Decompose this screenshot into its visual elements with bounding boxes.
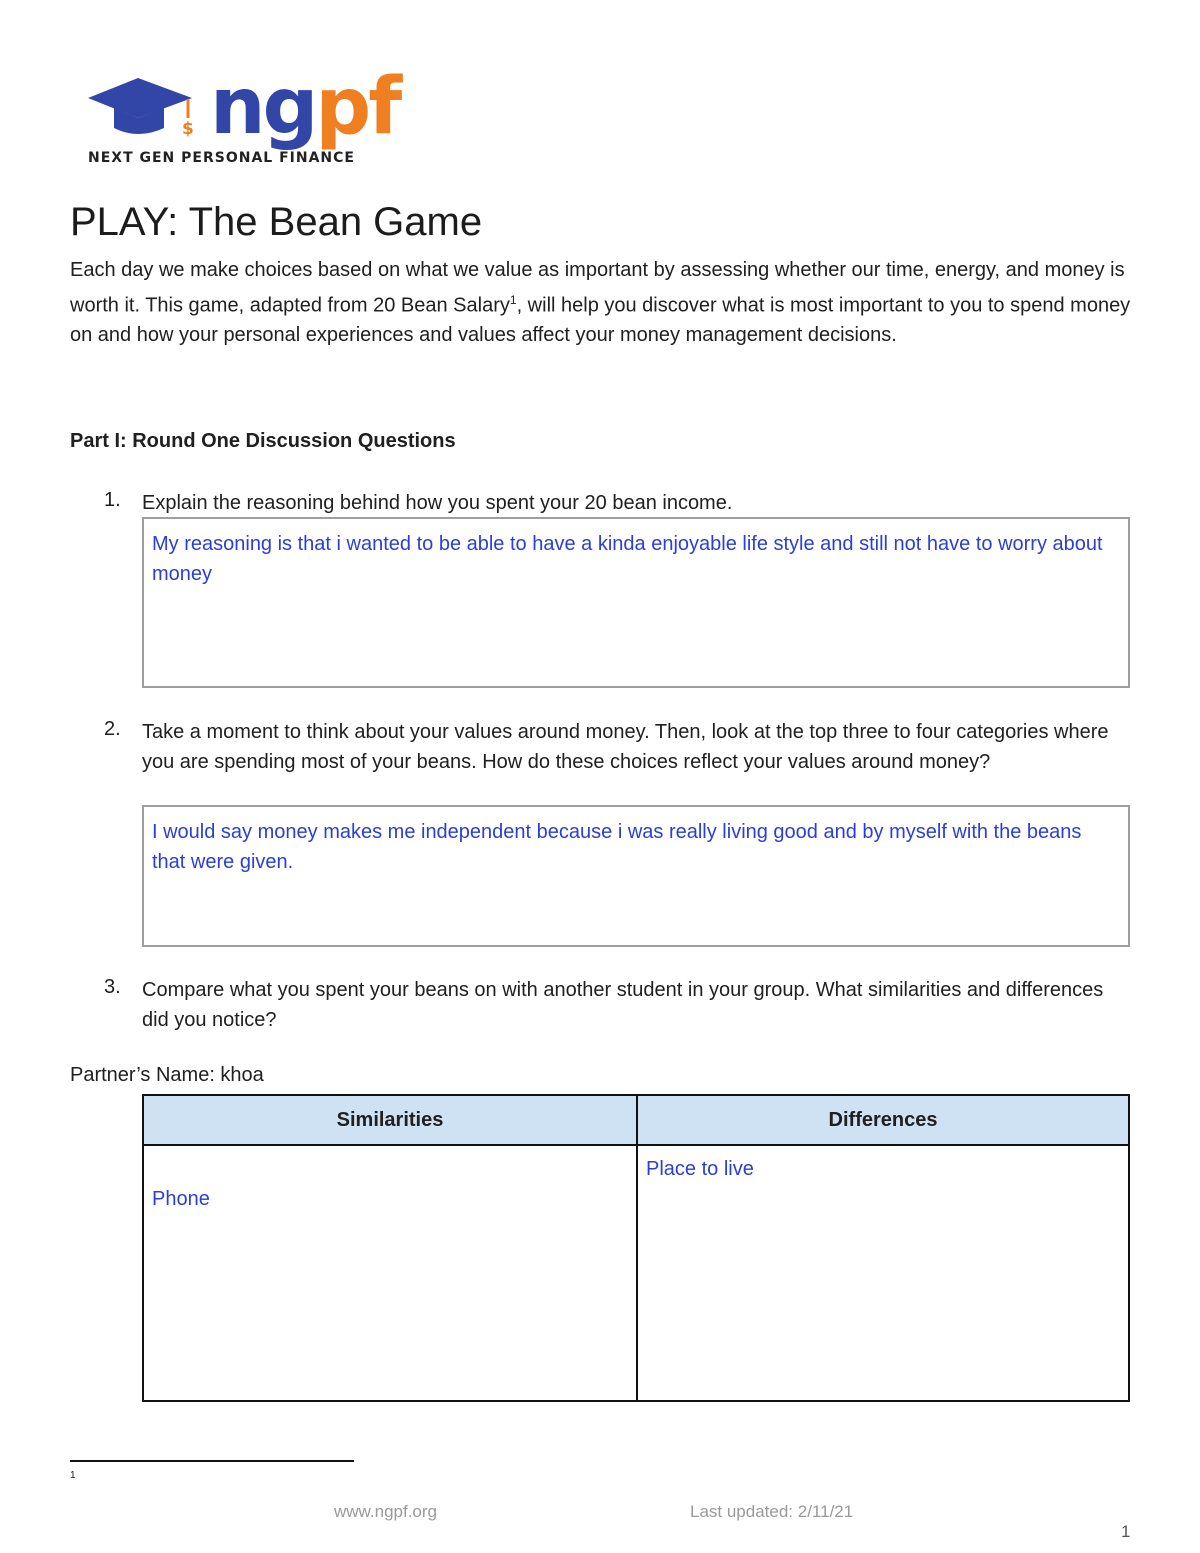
- cell-differences[interactable]: Place to live: [646, 1158, 754, 1180]
- logo-tagline: NEXT GEN PERSONAL FINANCE: [88, 150, 355, 166]
- question-text-3: Compare what you spent your beans on with another student in your group. What similarities and differences did you notice?: [142, 979, 1104, 1031]
- logo-ng: ng: [210, 62, 316, 152]
- cell-similarities[interactable]: Phone: [152, 1188, 210, 1210]
- answer-box-2[interactable]: [142, 805, 1130, 947]
- comparison-table: [142, 1094, 1130, 1402]
- ngpf-logo: [88, 62, 400, 172]
- answer-text-2: I would say money makes me independent because i was really living good and by myself with the beans that were given.: [152, 821, 1082, 873]
- footer-link[interactable]: www.ngpf.org: [334, 1502, 437, 1521]
- question-number-3: 3.: [104, 976, 121, 998]
- intro-text-start: Each day we make choices based on what we value as important by assessing whether our time, energy, and money is worth it. This game, adapted from 20 Bean Salary: [70, 259, 1125, 317]
- footnote-divider: [70, 1460, 354, 1462]
- answer-box-1[interactable]: [142, 517, 1130, 688]
- section-heading: Part I: Round One Discussion Questions: [70, 430, 456, 452]
- footnote-ref[interactable]: 1: [509, 292, 517, 307]
- footnote-number: 1: [70, 1470, 76, 1481]
- header-similarities: Similarities: [144, 1096, 636, 1146]
- column-divider: [636, 1096, 638, 1400]
- logo-pf: pf: [315, 62, 400, 152]
- header-differences: Differences: [638, 1096, 1128, 1146]
- question-number-2: 2.: [104, 718, 121, 740]
- page-number: 1: [1121, 1522, 1131, 1541]
- partner-name: Partner’s Name: khoa: [70, 1064, 264, 1086]
- question-text-1: Explain the reasoning behind how you spent your 20 bean income.: [142, 492, 733, 514]
- graduation-cap-dollar-icon: [88, 74, 208, 140]
- intro-text-end: , will help you discover what is most important to you to spend money on and how your personal experiences and values affect your money management decisions.: [70, 294, 1131, 346]
- question-text-2: Take a moment to think about your values around money. Then, look at the top three to four categories where you are spending most of your beans. How do these choices reflect your values around money?: [142, 721, 1109, 773]
- svg-text:$: $: [182, 119, 194, 139]
- page-title: PLAY: The Bean Game: [70, 200, 483, 244]
- footer-last-updated: Last updated: 2/11/21: [690, 1502, 854, 1521]
- question-number-1: 1.: [104, 489, 121, 511]
- logo-wordmark: [210, 62, 399, 152]
- intro-paragraph: [70, 256, 1140, 350]
- answer-text-1: My reasoning is that i wanted to be able to have a kinda enjoyable life style and still not have to worry about money: [152, 533, 1103, 585]
